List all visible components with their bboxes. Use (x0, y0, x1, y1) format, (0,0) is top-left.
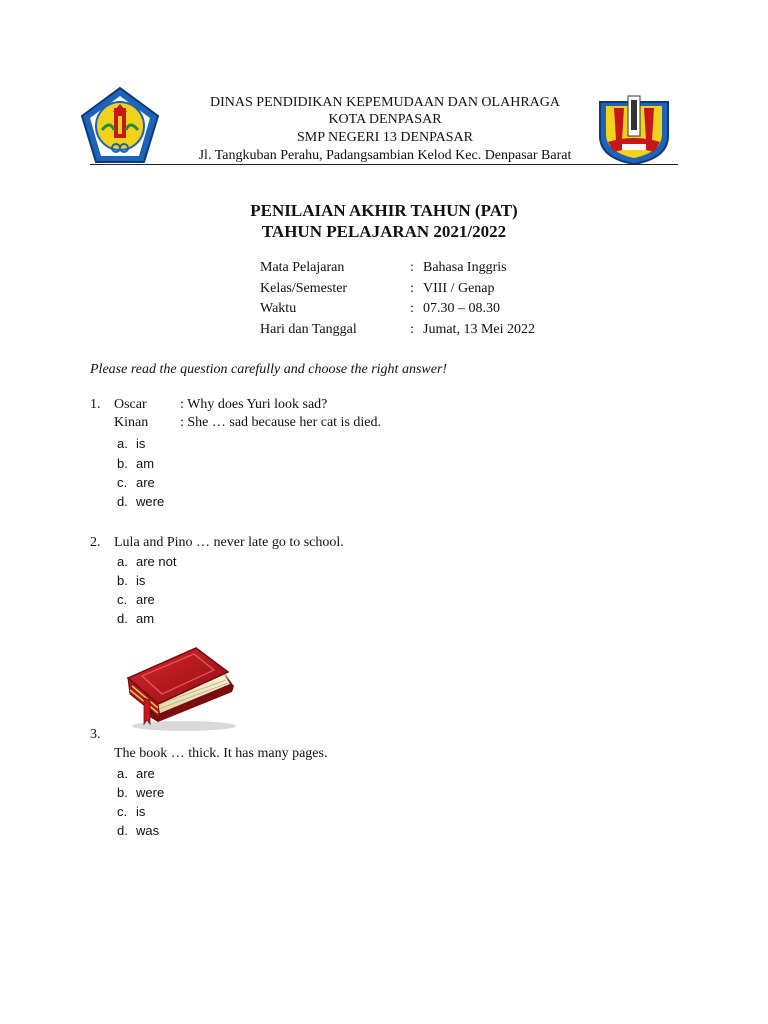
dialog-speaker: Kinan (114, 415, 149, 430)
red-book-icon (118, 636, 242, 732)
option-text: am (136, 456, 155, 471)
exam-title: PENILAIAN AKHIR TAHUN (PAT) (250, 201, 518, 220)
meta-value: Bahasa Inggris (423, 260, 507, 275)
header-line-1: DINAS PENDIDIKAN KEPEMUDAAN DAN OLAHRAGA (210, 95, 560, 110)
option-letter: a. (117, 554, 128, 569)
option-letter: b. (117, 456, 128, 471)
meta-colon: : (410, 301, 414, 316)
option-text: was (136, 823, 160, 838)
header-line-2: KOTA DENPASAR (328, 112, 442, 127)
option-letter: a. (117, 436, 128, 451)
option-text: is (136, 436, 146, 451)
option-letter: c. (117, 804, 128, 819)
option-text: were (136, 785, 165, 800)
meta-value: 07.30 – 08.30 (423, 301, 500, 316)
option-letter: d. (117, 823, 128, 838)
dinas-logo (80, 86, 160, 166)
dialog-speaker: Oscar (114, 397, 147, 412)
meta-colon: : (410, 281, 414, 296)
question-text: The book … thick. It has many pages. (114, 746, 328, 761)
option-text: are (136, 766, 155, 781)
header-line-4: Jl. Tangkuban Perahu, Padangsambian Kelod Kec. Denpasar Barat (198, 148, 572, 163)
meta-value: VIII / Genap (423, 281, 495, 296)
question-number: 3. (90, 727, 101, 742)
answer-option[interactable] (117, 785, 164, 801)
exam-year: TAHUN PELAJARAN 2021/2022 (261, 222, 507, 241)
answer-option[interactable] (117, 611, 154, 627)
meta-label: Mata Pelajaran (260, 260, 345, 275)
instruction: Please read the question carefully and choose the right answer! (90, 362, 448, 377)
option-letter: d. (117, 611, 128, 626)
answer-option[interactable] (117, 804, 145, 820)
option-letter: d. (117, 494, 128, 509)
header-line-3: SMP NEGERI 13 DENPASAR (297, 130, 473, 145)
answer-option[interactable] (117, 554, 176, 570)
meta-label: Waktu (260, 301, 297, 316)
dialog-line: : She … sad because her cat is died. (180, 415, 381, 430)
answer-option[interactable] (117, 823, 159, 839)
answer-option[interactable] (117, 456, 154, 472)
dialog-line: : Why does Yuri look sad? (180, 397, 328, 412)
answer-option[interactable] (117, 494, 164, 510)
option-text: are (136, 475, 155, 490)
question-number: 2. (90, 535, 101, 550)
meta-colon: : (410, 322, 414, 337)
question-number: 1. (90, 397, 101, 412)
meta-label: Kelas/Semester (260, 281, 348, 296)
meta-value: Jumat, 13 Mei 2022 (423, 322, 535, 337)
option-text: is (136, 804, 146, 819)
option-letter: b. (117, 573, 128, 588)
answer-option[interactable] (117, 592, 155, 608)
question-text: Lula and Pino … never late go to school. (114, 535, 344, 550)
meta-colon: : (410, 260, 414, 275)
answer-option[interactable] (117, 766, 155, 782)
option-text: am (136, 611, 155, 626)
option-letter: a. (117, 766, 128, 781)
answer-option[interactable] (117, 475, 155, 491)
header-divider (90, 164, 678, 165)
option-letter: c. (117, 475, 128, 490)
option-letter: b. (117, 785, 128, 800)
option-text: are not (136, 554, 177, 569)
option-letter: c. (117, 592, 128, 607)
answer-option[interactable] (117, 573, 145, 589)
option-text: were (136, 494, 165, 509)
option-text: are (136, 592, 155, 607)
answer-option[interactable] (117, 436, 145, 452)
meta-label: Hari dan Tanggal (260, 322, 357, 337)
option-text: is (136, 573, 146, 588)
